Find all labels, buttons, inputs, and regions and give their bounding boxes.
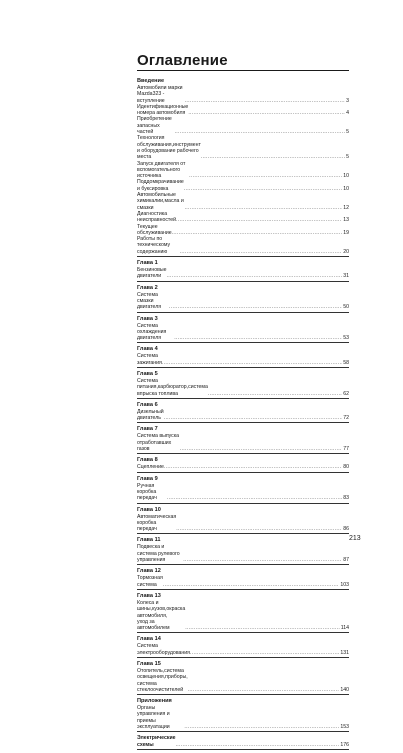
- toc-entry-page: 10: [343, 185, 349, 192]
- dot-leader: [188, 110, 345, 116]
- toc-section: [137, 316, 349, 344]
- dot-leader: [176, 526, 342, 532]
- toc-entry-title: Дизельный двигатель: [137, 408, 164, 422]
- toc-entry-page: 4: [346, 110, 349, 117]
- toc-entry: [137, 600, 349, 631]
- toc-entry-title: Технология обслуживания,инструмент и оборудование рабочего места: [137, 135, 201, 161]
- section-heading: Глава 7: [137, 426, 158, 433]
- section-heading: Глава 11: [137, 537, 161, 544]
- toc-entry-page: 87: [343, 557, 349, 564]
- dot-leader: [176, 217, 342, 223]
- toc-entry-page: 13: [343, 217, 349, 224]
- dot-leader: [174, 335, 342, 341]
- toc-entry-page: 58: [343, 359, 349, 366]
- toc-entry-page: 62: [343, 390, 349, 397]
- toc-entry: [137, 575, 349, 588]
- toc-entry-title: Система охлаждения двигателя: [137, 322, 167, 342]
- section-heading: Глава 6: [137, 401, 158, 408]
- toc-entry-title: Запуск двигателя от вспомогательного источника: [137, 160, 186, 180]
- section-heading: Глава 12: [137, 568, 161, 575]
- section-heading: Глава 13: [137, 592, 161, 599]
- toc-entry-page: 5: [346, 129, 349, 136]
- toc-entry: [137, 116, 349, 135]
- toc-entry-page: 50: [343, 304, 349, 311]
- table-of-contents: [137, 52, 349, 753]
- toc-entry-title: Автомобильные химикалии,масла и смазки: [137, 192, 184, 211]
- section-heading: Глава 2: [137, 284, 158, 291]
- toc-entry-title: Система питания,карбюратор,система впрыска топлива: [137, 377, 208, 397]
- toc-entry-page: 12: [343, 204, 349, 211]
- toc-section: [137, 636, 349, 658]
- section-heading: Глава 9: [137, 475, 158, 482]
- toc-entry-page: 19: [343, 229, 349, 236]
- toc-entry-title: Система выпуска отработавших газов: [137, 433, 180, 453]
- toc-entry: [137, 544, 349, 563]
- section-heading: Глава 3: [137, 315, 158, 322]
- toc-entry-title: Отопитель,система освещения,приборы, система стеклоочистителей: [137, 668, 188, 693]
- toc-entry: [137, 483, 349, 502]
- toc-entry: [137, 292, 349, 311]
- section-heading: Глава 10: [137, 506, 161, 513]
- toc-entry-page: 72: [343, 415, 349, 422]
- toc-section: [137, 507, 349, 535]
- toc-entry: [137, 179, 349, 192]
- toc-entry-title: Поддомкрачивание и буксировка: [137, 179, 184, 192]
- toc-entry: [137, 224, 349, 237]
- dot-leader: [172, 230, 343, 236]
- toc-entry-title: Электрические схемы: [137, 735, 176, 748]
- toc-section: [137, 735, 349, 750]
- toc-section: [137, 346, 349, 368]
- toc-entry-page: 103: [340, 581, 349, 588]
- toc-entry: [137, 514, 349, 533]
- toc-entry-title: Диагностика неисправностей: [137, 210, 177, 224]
- dot-leader: [188, 687, 340, 693]
- dot-leader: [176, 742, 340, 748]
- toc-entry-title: Сцепление: [137, 464, 164, 471]
- toc-entry-page: 5: [346, 154, 349, 161]
- dot-leader: [167, 495, 342, 501]
- toc-entry: [137, 161, 349, 180]
- section-heading: Глава 4: [137, 346, 158, 353]
- toc-sections: [137, 78, 349, 750]
- toc-section: [137, 537, 349, 565]
- toc-section: [137, 593, 349, 633]
- toc-entry: [137, 353, 349, 366]
- toc-section: [137, 698, 349, 732]
- toc-entry: [137, 464, 349, 470]
- toc-entry-title: Автомобили марки Mazda323 - вступление: [137, 85, 183, 104]
- toc-entry: [137, 211, 349, 224]
- toc-section: [137, 568, 349, 590]
- toc-section: [137, 457, 349, 472]
- toc-entry-title: Идентификационные номера автомобиля: [137, 103, 189, 117]
- dot-leader: [190, 650, 339, 656]
- toc-entry-title: Тормозная система: [137, 575, 163, 588]
- toc-entry-page: 131: [340, 649, 349, 656]
- toc-section: [137, 285, 349, 313]
- toc-entry-title: Ручная коробка передач: [137, 482, 157, 502]
- toc-entry: [137, 668, 349, 693]
- toc-entry-title: Колеса и шины,кузов,окраска автомобиля, уход за автомобилем: [137, 599, 186, 632]
- toc-entry-page: 20: [343, 248, 349, 255]
- toc-section: [137, 426, 349, 454]
- toc-section: [137, 661, 349, 695]
- toc-entry-page: 86: [343, 526, 349, 533]
- toc-entry: [137, 236, 349, 255]
- section-heading: Глава 8: [137, 457, 158, 464]
- toc-entry-page: 80: [343, 464, 349, 471]
- dot-leader: [184, 186, 342, 192]
- toc-entry-page: 140: [340, 686, 349, 693]
- toc-entry-title: Бензиновые двигатели: [137, 267, 167, 280]
- toc-section: [137, 476, 349, 504]
- toc-entry-page: 31: [343, 273, 349, 280]
- toc-section: [137, 402, 349, 424]
- toc-entry: [137, 135, 349, 160]
- toc-entry-page: 3: [346, 97, 349, 104]
- toc-entry-page: 10: [343, 173, 349, 180]
- toc-entry-title: Работы по техническому содержанию: [137, 236, 171, 255]
- toc-entry: [137, 267, 349, 280]
- dot-leader: [180, 446, 342, 452]
- section-heading: Глава 14: [137, 636, 161, 643]
- toc-entry: [137, 433, 349, 452]
- section-heading: Введение: [137, 78, 165, 84]
- toc-entry: [137, 705, 349, 730]
- dot-leader: [164, 464, 342, 470]
- toc-entry-title: Текущее обслуживание: [137, 223, 172, 236]
- toc-entry: [137, 192, 349, 211]
- toc-entry-page: 53: [343, 335, 349, 342]
- dot-leader: [189, 173, 342, 179]
- toc-entry-title: Система электрооборудования: [137, 643, 190, 656]
- dot-leader: [185, 205, 343, 211]
- toc-entry: [137, 85, 349, 104]
- toc-section: [137, 78, 349, 257]
- dot-leader: [183, 557, 342, 563]
- page-title: Оглавление: [137, 52, 349, 71]
- toc-entry-title: Органы управления и приемы эксплуатации: [137, 705, 170, 731]
- page-number: 213: [349, 535, 361, 542]
- dot-leader: [169, 304, 342, 310]
- toc-entry-title: Система зажигания: [137, 353, 162, 366]
- dot-leader: [208, 391, 342, 397]
- section-heading: Приложения: [137, 698, 172, 705]
- toc-entry: [137, 643, 349, 656]
- toc-entry: [137, 323, 349, 342]
- toc-entry: [137, 378, 349, 397]
- dot-leader: [162, 360, 342, 366]
- section-heading: Глава 1: [137, 260, 158, 267]
- toc-entry-page: 77: [343, 446, 349, 453]
- toc-entry-page: 83: [343, 495, 349, 502]
- dot-leader: [164, 415, 343, 421]
- section-heading: Глава 5: [137, 370, 158, 377]
- dot-leader: [167, 273, 343, 279]
- section-heading: Глава 15: [137, 661, 161, 667]
- toc-entry-title: Система смазки двигателя: [137, 291, 162, 311]
- toc-entry-page: 153: [340, 724, 349, 731]
- dot-leader: [180, 249, 343, 255]
- toc-entry-title: Автоматическая коробка передач: [137, 513, 177, 533]
- dot-leader: [163, 582, 339, 588]
- dot-leader: [185, 98, 345, 104]
- toc-entry-title: Приобретение запасных частей: [137, 116, 172, 136]
- dot-leader: [185, 625, 340, 631]
- toc-entry: [137, 409, 349, 422]
- toc-entry: [137, 735, 349, 748]
- dot-leader: [201, 154, 345, 160]
- toc-entry-page: 176: [340, 741, 349, 748]
- dot-leader: [184, 724, 339, 730]
- toc-section: [137, 260, 349, 282]
- toc-entry-title: Подвеска и система рулевого управления: [137, 544, 180, 564]
- toc-section: [137, 371, 349, 399]
- toc-entry-page: 114: [340, 625, 349, 632]
- toc-entry: [137, 104, 349, 117]
